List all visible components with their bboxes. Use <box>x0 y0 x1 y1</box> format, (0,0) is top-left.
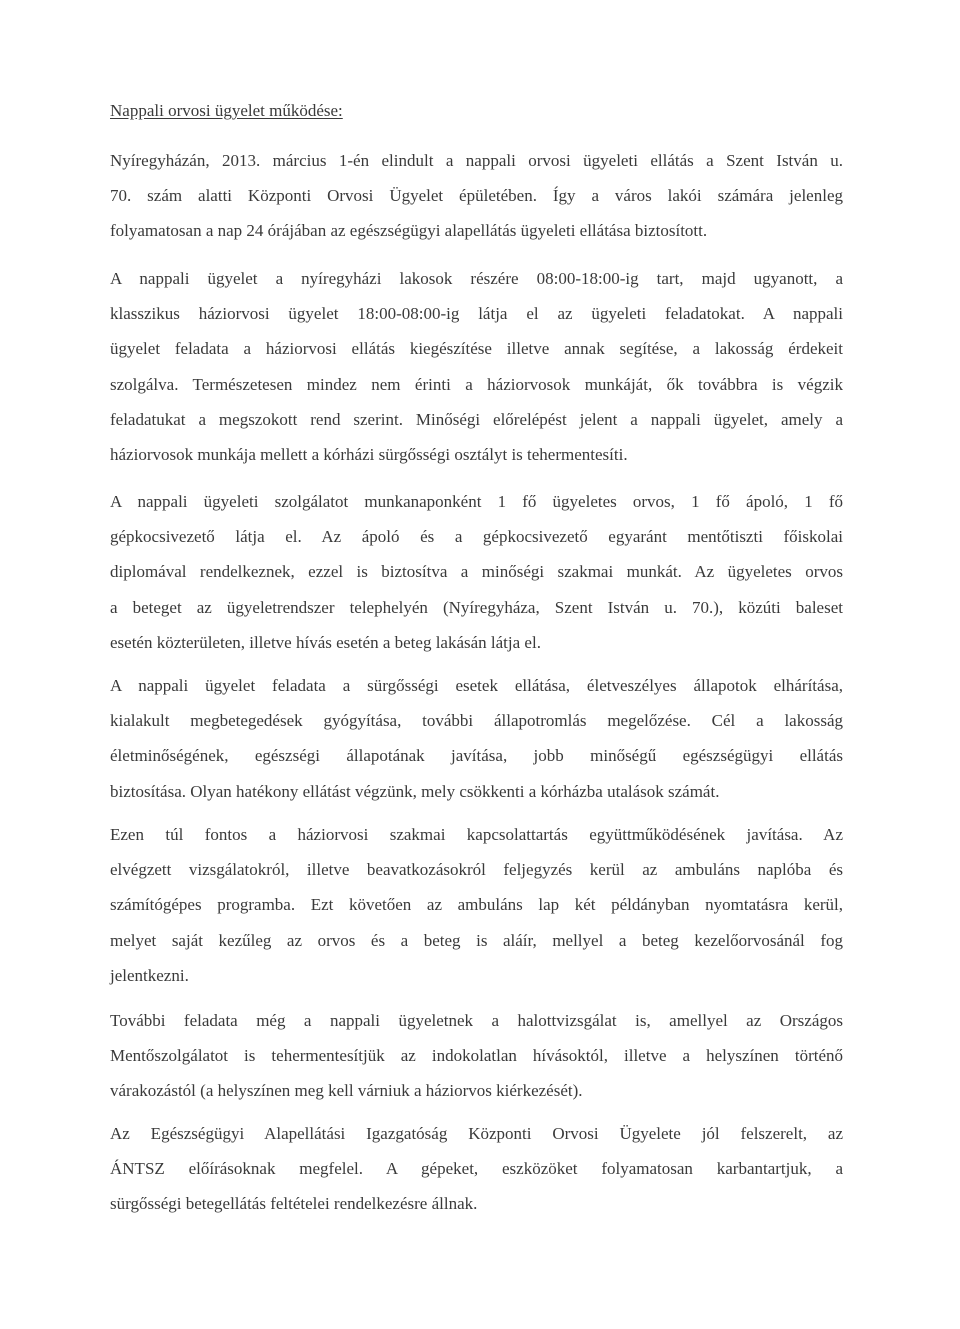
paragraph-line: klasszikus háziorvosi ügyelet 18:00-08:00-ig látja el az ügyeleti feladatokat. A nappali <box>110 304 843 324</box>
paragraph-line: sürgősségi betegellátás feltételei rendelkezésre állnak. <box>110 1194 478 1214</box>
paragraph-equipment <box>110 1116 843 1222</box>
paragraph-line: kialakult megbetegedések gyógyítása, további állapotromlás megelőzése. Cél a lakosság <box>110 711 843 731</box>
paragraph-line: várakozástól (a helyszínen meg kell várniuk a háziorvos kiérkezését). <box>110 1081 583 1101</box>
paragraph-line: ÁNTSZ előírásoknak megfelel. A gépeket, eszközöket folyamatosan karbantartjuk, a <box>110 1159 843 1179</box>
paragraph-autopsy <box>110 1003 843 1109</box>
paragraph-line: diplomával rendelkeznek, ezzel is biztosítva a minőségi szakmai munkát. Az ügyeletes orvos <box>110 562 843 582</box>
paragraph-line: számítógépes programba. Ezt követően az ambuláns lap két példányban nyomtatásra kerül, <box>110 895 843 915</box>
paragraph-line: A nappali ügyelet feladata a sürgősségi esetek ellátása, életveszélyes állapotok elhárítása, <box>110 676 843 695</box>
document-page <box>110 0 843 1329</box>
paragraph-line: háziorvosok munkája mellett a kórházi sürgősségi osztályt is tehermentesíti. <box>110 445 628 465</box>
paragraph-line: gépkocsivezető látja el. Az ápoló és a gépkocsivezető egyaránt mentőtiszti főiskolai <box>110 527 843 547</box>
paragraph-line: A nappali ügyeleti szolgálatot munkanaponként 1 fő ügyeletes orvos, 1 fő ápoló, 1 fő <box>110 492 843 511</box>
paragraph-intro <box>110 143 843 249</box>
paragraph-line: Nyíregyházán, 2013. március 1-én elindult a nappali orvosi ügyeleti ellátás a Szent István u. <box>110 151 843 170</box>
paragraph-line: esetén közterületen, illetve hívás esetén a beteg lakásán látja el. <box>110 632 541 652</box>
paragraph-line: biztosítása. Olyan hatékony ellátást végzünk, mely csökkenti a kórházba utalások számát. <box>110 781 720 801</box>
paragraph-staff <box>110 484 843 660</box>
paragraph-tasks <box>110 668 843 809</box>
paragraph-hours <box>110 261 843 472</box>
paragraph-line: melyet saját kezűleg az orvos és a beteg is aláír, mellyel a beteg kezelőorvosánál fog <box>110 930 843 950</box>
paragraph-line: További feladata még a nappali ügyeletnek a halottvizsgálat is, amellyel az Országos <box>110 1011 843 1030</box>
paragraph-cooperation <box>110 817 843 993</box>
paragraph-line: Mentőszolgálatot is tehermentesítjük az indokolatlan hívásoktól, illetve a helyszínen történő <box>110 1046 843 1066</box>
paragraph-line: 70. szám alatti Központi Orvosi Ügyelet épületében. Így a város lakói számára jelenleg <box>110 186 843 206</box>
paragraph-line: A nappali ügyelet a nyíregyházi lakosok részére 08:00-18:00-ig tart, majd ugyanott, a <box>110 269 843 288</box>
paragraph-line: jelentkezni. <box>110 965 189 985</box>
document-title: Nappali orvosi ügyelet működése: <box>110 101 343 120</box>
paragraph-line: feladatukat a megszokott rend szerint. Minőségi előrelépést jelent a nappali ügyelet, amely a <box>110 409 843 429</box>
paragraph-line: a beteget az ügyeletrendszer telephelyén (Nyíregyháza, Szent István u. 70.), közúti baleset <box>110 597 843 617</box>
paragraph-line: Az Egészségügyi Alapellátási Igazgatóság Központi Orvosi Ügyelete jól felszerelt, az <box>110 1124 843 1143</box>
paragraph-line: Ezen túl fontos a háziorvosi szakmai kapcsolattartás együttműködésének javítása. Az <box>110 825 843 844</box>
paragraph-line: elvégzett vizsgálatokról, illetve beavatkozásokról feljegyzés kerül az ambuláns naplóba és <box>110 860 843 880</box>
paragraph-line: ügyelet feladata a háziorvosi ellátás kiegészítése illetve annak segítése, a lakosság érdekeit <box>110 339 843 359</box>
paragraph-line: szolgálva. Természetesen mindez nem érinti a háziorvosok munkáját, ők továbbra is végzik <box>110 374 843 394</box>
paragraph-line: folyamatosan a nap 24 órájában az egészségügyi alapellátás ügyeleti ellátása biztosított. <box>110 221 708 241</box>
paragraph-line: életminőségének, egészségi állapotának javítása, jobb minőségű egészségügyi ellátás <box>110 746 843 766</box>
